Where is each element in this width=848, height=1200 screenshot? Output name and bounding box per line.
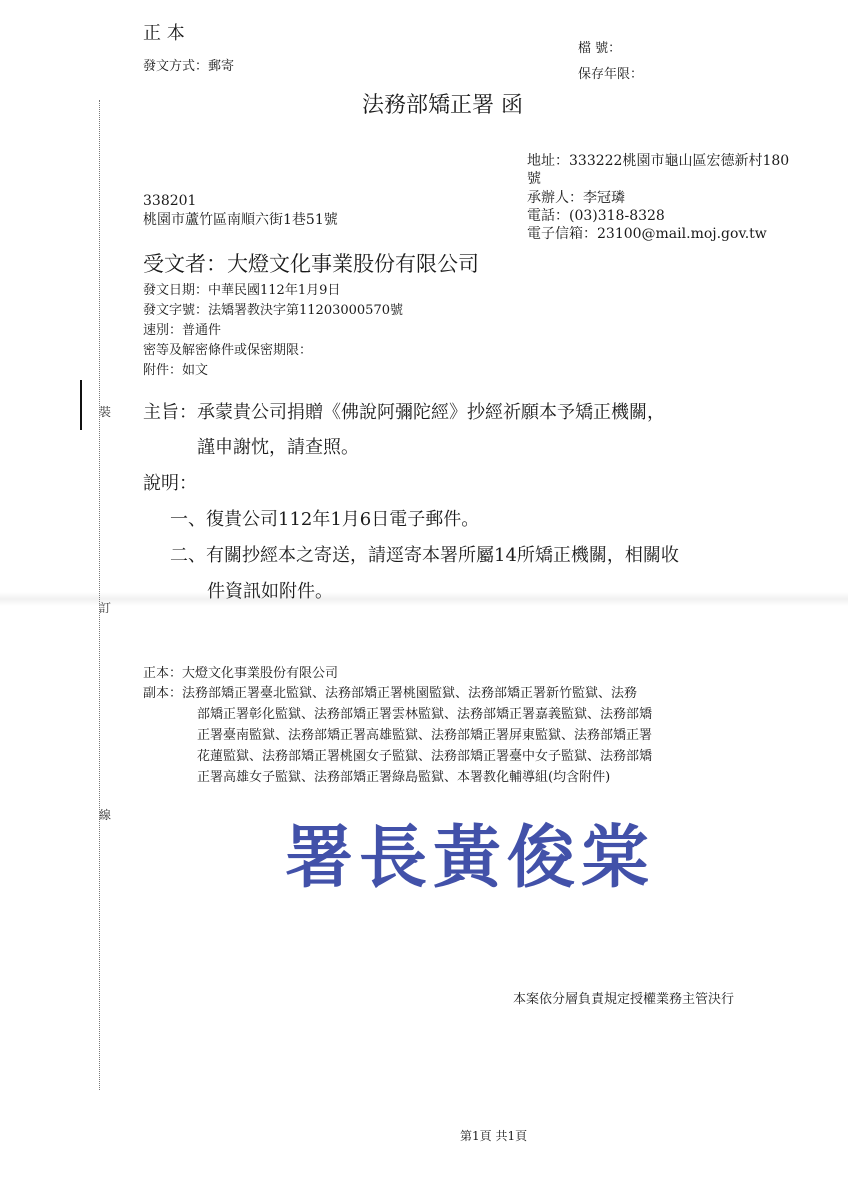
document-title: 法務部矯正署 函: [362, 93, 523, 118]
binding-mark-top: 裝: [99, 405, 112, 419]
sender-address-cont: 號: [527, 171, 541, 187]
copy-recipients-4: 花蓮監獄、法務部矯正署桃園女子監獄、法務部矯正署臺中女子監獄、法務部矯: [197, 749, 653, 764]
recipient-postal-code: 338201: [143, 193, 197, 209]
addressee: 受文者：大燈文化事業股份有限公司: [143, 252, 479, 276]
copy-recipients-3: 正署臺南監獄、法務部矯正署高雄監獄、法務部矯正署屏東監獄、法務部矯正署: [197, 728, 653, 743]
subject-line-1: 主旨：承蒙貴公司捐贈《佛說阿彌陀經》抄經祈願本予矯正機關，: [143, 402, 665, 423]
contact-email: 電子信箱：23100@mail.moj.gov.tw: [527, 226, 767, 242]
delegation-note: 本案依分層負責規定授權業務主管決行: [513, 992, 735, 1007]
explanation-item-1: 一、復貴公司112年1月6日電子郵件。: [170, 509, 480, 530]
copy-type-label: 正 本: [143, 23, 185, 44]
subject-line-2: 謹申謝忱，請查照。: [197, 437, 359, 458]
contact-person: 承辦人：李冠璘: [527, 190, 625, 206]
explanation-item-2-cont: 件資訊如附件。: [207, 581, 333, 602]
document-number: 發文字號：法矯署教決字第11203000570號: [143, 303, 403, 318]
binding-mark-bottom: 線: [99, 808, 112, 822]
copy-recipients-2: 部矯正署彰化監獄、法務部矯正署雲林監獄、法務部矯正署嘉義監獄、法務部矯: [197, 707, 653, 722]
retention-label: 保存年限：: [578, 67, 644, 82]
sender-address: 地址：333222桃園市龜山區宏德新村180: [527, 153, 790, 169]
margin-mark: [80, 380, 82, 430]
contact-phone: 電話：(03)318-8328: [527, 208, 665, 224]
issue-date: 發文日期：中華民國112年1月9日: [143, 283, 341, 298]
paper-fold-crease: [0, 592, 848, 606]
copy-recipients-5: 正署高雄女子監獄、法務部矯正署綠島監獄、本署教化輔導組(均含附件): [197, 770, 611, 785]
explanation-item-2: 二、有關抄經本之寄送，請逕寄本署所屬14所矯正機關，相關收: [170, 545, 679, 566]
security-class: 密等及解密條件或保密期限：: [143, 343, 313, 358]
file-number-label: 檔 號：: [578, 41, 622, 56]
explanation-heading: 說明：: [143, 473, 197, 494]
director-seal: 署長黃俊棠: [285, 818, 656, 898]
copy-recipients-1: 副本：法務部矯正署臺北監獄、法務部矯正署桃園監獄、法務部矯正署新竹監獄、法務: [143, 686, 638, 701]
speed-class: 速別：普通件: [143, 323, 222, 338]
send-method: 發文方式：郵寄: [143, 59, 235, 74]
binding-line: [99, 100, 100, 1090]
original-recipient: 正本：大燈文化事業股份有限公司: [143, 666, 339, 681]
binding-mark-middle: 訂: [99, 601, 112, 615]
recipient-street: 桃園市蘆竹區南順六街1巷51號: [143, 212, 338, 228]
attachment-note: 附件：如文: [143, 363, 209, 378]
page-number: 第1頁 共1頁: [460, 1129, 528, 1143]
